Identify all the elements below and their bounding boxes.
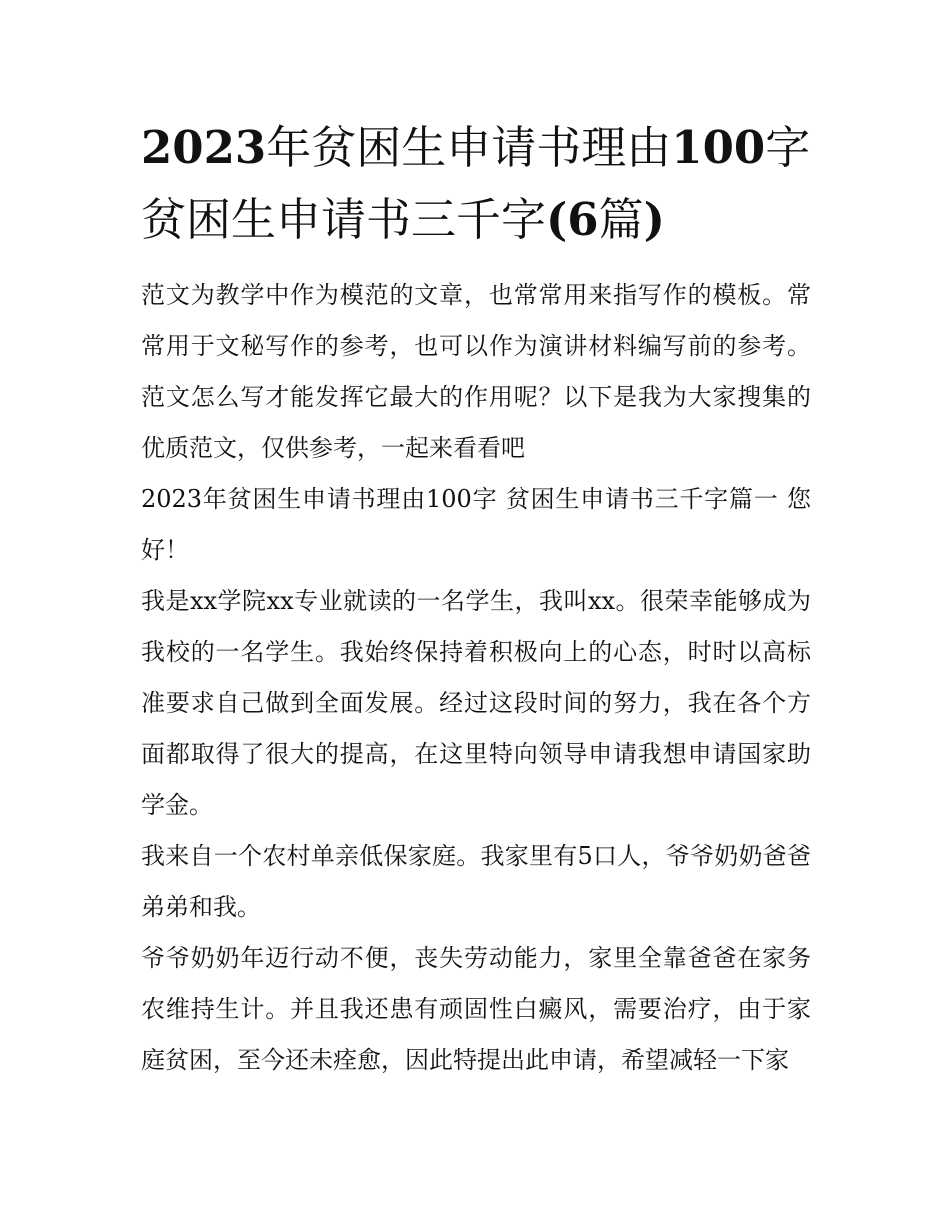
title-year: 2023 <box>141 121 267 174</box>
paragraph-family: 我来自一个农村单亲低保家庭。我家里有5口人，爷爷奶奶爸爸弟弟和我。 <box>141 842 811 921</box>
title-number: 100 <box>671 121 766 174</box>
title-close-paren: ) <box>643 193 665 246</box>
paragraph-hardship: 爷爷奶奶年迈行动不便，丧失劳动能力，家里全靠爸爸在家务农维持生计。并且我还患有顽固性白癜风，需要治疗，由于家庭贫困，至今还未痊愈，因此特提出此申请，希望减轻一下家 <box>141 944 811 1074</box>
title-part-1: 年贫困生申请书理由 <box>266 121 672 174</box>
paragraph-intro: 范文为教学中作为模范的文章，也常常用来指写作的模板。常常用于文秘写作的参考，也可以作为演讲材料编写前的参考。范文怎么写才能发挥它最大的作用呢？以下是我为大家搜集的优质范文，仅供参考，一起来看看吧 <box>141 281 811 462</box>
document-body <box>141 270 811 1086</box>
title-part-3: 篇 <box>598 193 644 246</box>
document-title <box>141 112 811 256</box>
document-content <box>141 112 811 1086</box>
title-part-2: 字 贫困生申请书三千字 <box>141 121 811 246</box>
paragraph-heading-1: 2023年贫困生申请书理由100字 贫困生申请书三千字篇一 您好！ <box>141 485 811 564</box>
title-paren-count: (6 <box>546 193 599 246</box>
paragraph-self-intro: 我是xx学院xx专业就读的一名学生，我叫xx。很荣幸能够成为我校的一名学生。我始终保持着积极向上的心态，时时以高标准要求自己做到全面发展。经过这段时间的努力，我在各个方面都取得了很大的提高，在这里特向领导申请我想申请国家助学金。 <box>141 587 811 819</box>
